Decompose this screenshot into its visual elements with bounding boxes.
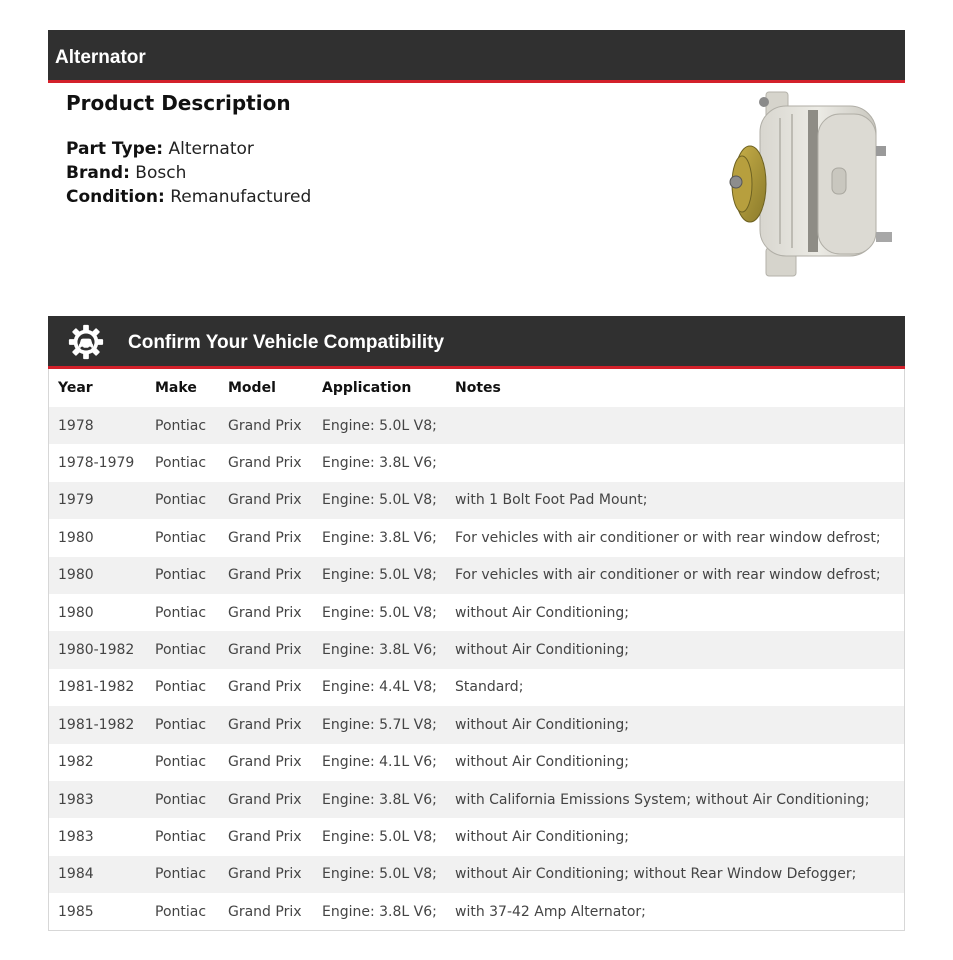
cell-application: Engine: 3.8L V6; (322, 903, 437, 920)
spec-condition (66, 185, 666, 209)
cell-notes: without Air Conditioning; (455, 631, 904, 668)
cell-year: 1981-1982 (49, 706, 155, 743)
cell-year: 1984 (49, 856, 155, 893)
spec-value: Bosch (135, 163, 187, 183)
title-bar (48, 30, 905, 83)
table-body (49, 407, 904, 930)
cell-notes: with 37-42 Amp Alternator; (455, 903, 646, 920)
spec-brand (66, 161, 666, 185)
cell-year: 1983 (58, 828, 94, 845)
cell-make: Pontiac (155, 903, 207, 920)
cell-application: Engine: 3.8L V6; (322, 631, 455, 668)
table-row (49, 557, 904, 594)
cell-notes: For vehicles with air conditioner or with rear window defrost; (455, 529, 881, 546)
cell-application: Engine: 3.8L V6; (322, 529, 437, 546)
spec-value: Alternator (168, 139, 254, 159)
table-row (49, 856, 904, 893)
col-notes: Notes (455, 380, 501, 396)
page-title: Alternator (55, 47, 146, 68)
table-row (49, 519, 904, 556)
cell-application: Engine: 3.8L V6; (322, 455, 437, 472)
cell-year: 1980 (49, 557, 155, 594)
cell-model: Grand Prix (228, 828, 302, 845)
cell-make: Pontiac (155, 856, 228, 893)
cell-application: Engine: 5.7L V8; (322, 706, 455, 743)
alternator-image (720, 88, 900, 283)
cell-make: Pontiac (155, 706, 228, 743)
product-description (66, 89, 666, 209)
cell-model: Grand Prix (228, 856, 322, 893)
product-description-heading: Product Description (66, 91, 291, 115)
col-application: Application (322, 380, 412, 396)
cell-notes: without Air Conditioning; (455, 706, 904, 743)
cell-notes: without Air Conditioning; (455, 604, 629, 621)
cell-year: 1980 (58, 604, 94, 621)
table-row (49, 669, 904, 706)
cell-model: Grand Prix (228, 781, 322, 818)
cell-model: Grand Prix (228, 631, 322, 668)
cell-year: 1978-1979 (58, 455, 135, 472)
compatibility-bar (48, 316, 905, 369)
cell-model: Grand Prix (228, 604, 302, 621)
cell-application: Engine: 5.0L V8; (322, 407, 455, 444)
cell-make: Pontiac (155, 828, 207, 845)
spec-part-type (66, 137, 666, 161)
compatibility-table (48, 369, 905, 931)
spec-label: Brand: (66, 163, 130, 183)
cell-notes: with California Emissions System; without Air Conditioning; (455, 781, 904, 818)
cell-year: 1979 (49, 482, 155, 519)
col-year: Year (58, 380, 93, 396)
cell-year: 1982 (58, 754, 94, 771)
col-model: Model (228, 380, 276, 396)
cell-application: Engine: 4.1L V6; (322, 754, 437, 771)
table-row (49, 594, 904, 631)
cell-model: Grand Prix (228, 529, 302, 546)
cell-notes: Standard; (455, 679, 524, 696)
spec-label: Part Type: (66, 139, 164, 159)
cell-model: Grand Prix (228, 407, 322, 444)
cell-application: Engine: 5.0L V8; (322, 482, 455, 519)
table-row (49, 482, 904, 519)
cell-notes: For vehicles with air conditioner or with rear window defrost; (455, 557, 904, 594)
table-row (49, 706, 904, 743)
cell-year: 1978 (49, 407, 155, 444)
table-row (49, 781, 904, 818)
cell-model: Grand Prix (228, 482, 322, 519)
table-row (49, 444, 904, 481)
cell-make: Pontiac (155, 604, 207, 621)
spec-list (66, 137, 666, 209)
cell-application: Engine: 5.0L V8; (322, 856, 455, 893)
spec-label: Condition: (66, 187, 165, 207)
table-row (49, 631, 904, 668)
table-row (49, 818, 904, 855)
cell-model: Grand Prix (228, 706, 322, 743)
cell-make: Pontiac (155, 455, 207, 472)
cell-year: 1980-1982 (49, 631, 155, 668)
cell-notes: without Air Conditioning; (455, 754, 629, 771)
table-row (49, 744, 904, 781)
cell-year: 1985 (58, 903, 94, 920)
cell-application: Engine: 5.0L V8; (322, 828, 437, 845)
cell-notes: without Air Conditioning; without Rear Window Defogger; (455, 856, 904, 893)
cell-year: 1980 (58, 529, 94, 546)
spec-value: Remanufactured (170, 187, 312, 207)
cell-application: Engine: 3.8L V6; (322, 781, 455, 818)
cell-year: 1981-1982 (58, 679, 135, 696)
col-make: Make (155, 380, 197, 396)
cell-application: Engine: 5.0L V8; (322, 604, 437, 621)
cell-model: Grand Prix (228, 557, 322, 594)
cell-make: Pontiac (155, 754, 207, 771)
table-row (49, 893, 904, 930)
table-header-row (49, 369, 904, 407)
compatibility-title: Confirm Your Vehicle Compatibility (128, 332, 445, 353)
cell-notes (455, 407, 904, 444)
cell-make: Pontiac (155, 781, 228, 818)
cell-make: Pontiac (155, 529, 207, 546)
cell-notes: with 1 Bolt Foot Pad Mount; (455, 482, 904, 519)
cell-model: Grand Prix (228, 754, 302, 771)
cell-notes: without Air Conditioning; (455, 828, 629, 845)
cell-model: Grand Prix (228, 455, 302, 472)
cell-application: Engine: 4.4L V8; (322, 679, 437, 696)
cell-make: Pontiac (155, 631, 228, 668)
gear-car-icon (67, 323, 105, 361)
cell-notes (455, 444, 904, 481)
table-row (49, 407, 904, 444)
cell-make: Pontiac (155, 407, 228, 444)
cell-model: Grand Prix (228, 679, 302, 696)
cell-make: Pontiac (155, 557, 228, 594)
cell-make: Pontiac (155, 679, 207, 696)
cell-application: Engine: 5.0L V8; (322, 557, 455, 594)
cell-model: Grand Prix (228, 903, 302, 920)
cell-year: 1983 (49, 781, 155, 818)
cell-make: Pontiac (155, 482, 228, 519)
